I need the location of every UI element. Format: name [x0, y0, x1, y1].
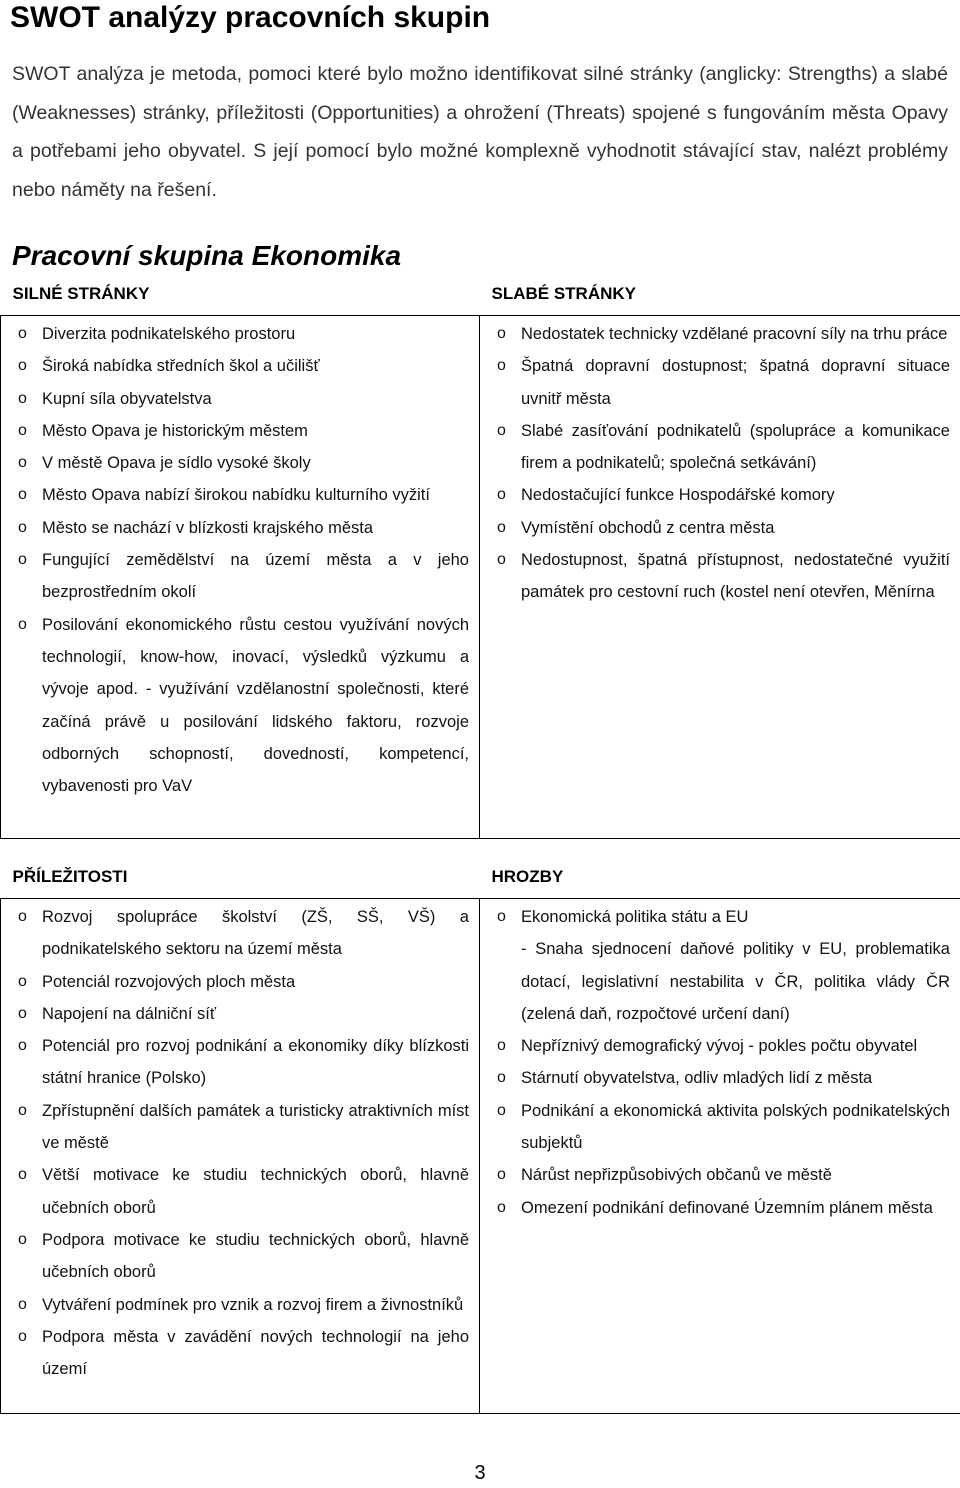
list-item: o Větší motivace ke studiu technických oborů, hlavně učebních oborů: [13, 1159, 469, 1224]
opportunities-cell: [1, 899, 480, 1414]
strengths-list: [13, 318, 469, 802]
list-item: o Kupní síla obyvatelstva: [13, 383, 469, 415]
list-item: o Nepříznivý demografický vývoj - pokles počtu obyvatel: [492, 1030, 950, 1062]
list-item: o Stárnutí obyvatelstva, odliv mladých lidí z města: [492, 1062, 950, 1094]
strengths-cell: [1, 316, 480, 839]
group-title: Pracovní skupina Ekonomika: [12, 240, 402, 271]
weaknesses-list: [492, 318, 950, 609]
list-item: o Diverzita podnikatelského prostoru: [13, 318, 469, 350]
weaknesses-heading: SLABÉ STRÁNKY: [491, 284, 637, 303]
list-item: o Město Opava je historickým městem: [13, 415, 469, 447]
list-item: o Rozvoj spolupráce školství (ZŠ, SŠ, VŠ) a podnikatelského sektoru na území města: [13, 901, 469, 966]
swot-table-strengths-weaknesses: [0, 284, 960, 839]
list-item: o Nárůst nepřizpůsobivých občanů ve městě: [492, 1159, 950, 1191]
list-item: o Potenciál pro rozvoj podnikání a ekonomiky díky blízkosti státní hranice (Polsko): [13, 1030, 469, 1095]
weaknesses-cell: [480, 316, 960, 839]
intro-paragraph: SWOT analýza je metoda, pomoci které bylo možno identifikovat silné stránky (anglicky: Strengths) a slabé (Weaknesses) stránky, příležitosti (Opportunities) a ohrožení (Threats) spojené s fungováním města Opavy a potřebami jeho obyvatel. S její pomocí bylo možné komplexně vyhodnotit stávající stav, nalézt problémy nebo náměty na řešení.: [12, 63, 948, 201]
list-item: o Vymístění obchodů z centra města: [492, 512, 950, 544]
threats-cell: [480, 899, 960, 1414]
threats-heading: HROZBY: [491, 867, 564, 886]
list-item: o V městě Opava je sídlo vysoké školy: [13, 447, 469, 479]
list-item: o Podpora motivace ke studiu technických oborů, hlavně učebních oborů: [13, 1224, 469, 1289]
page-title: SWOT analýzy pracovních skupin: [10, 1, 491, 34]
list-item: o Potenciál rozvojových ploch města: [13, 966, 469, 998]
list-item: o Podpora města v zavádění nových technologií na jeho území: [13, 1321, 469, 1386]
list-item: o Zpřístupnění dalších památek a turisticky atraktivních míst ve městě: [13, 1095, 469, 1160]
threats-list: [492, 901, 950, 1224]
list-item: o Omezení podnikání definované Územním plánem města: [492, 1192, 950, 1224]
list-item: o Napojení na dálniční síť: [13, 998, 469, 1030]
list-item: o Nedostatek technicky vzdělané pracovní síly na trhu práce: [492, 318, 950, 350]
list-item: o Podnikání a ekonomická aktivita polských podnikatelských subjektů: [492, 1095, 950, 1160]
strengths-heading: SILNÉ STRÁNKY: [12, 284, 150, 303]
list-item: o Město Opava nabízí širokou nabídku kulturního vyžití: [13, 479, 469, 511]
list-item: o Nedostačující funkce Hospodářské komory: [492, 479, 950, 511]
page-number: 3: [474, 1462, 486, 1484]
list-item: o Nedostupnost, špatná přístupnost, nedostatečné využití památek pro cestovní ruch (kostel není otevřen, Měnírna: [492, 544, 950, 609]
swot-table-opportunities-threats: [0, 867, 960, 1414]
list-item: o Fungující zemědělství na území města a v jeho bezprostředním okolí: [13, 544, 469, 609]
list-item: o Široká nabídka středních škol a učilišť: [13, 350, 469, 382]
opportunities-list: [13, 901, 469, 1385]
opportunities-heading: PŘÍLEŽITOSTI: [12, 867, 128, 886]
list-item: o Ekonomická politika státu a EU: [492, 901, 950, 933]
list-item: o Špatná dopravní dostupnost; špatná dopravní situace uvnitř města: [492, 350, 950, 415]
list-item: - Snaha sjednocení daňové politiky v EU, problematika dotací, legislativní nestabilita v ČR, politika vlády ČR (zelená daň, rozpočtové určení daní): [521, 940, 950, 1023]
list-item: o Slabé zasíťování podnikatelů (spolupráce a komunikace firem a podnikatelů; společná setkávání): [492, 415, 950, 480]
list-item: o Město se nachází v blízkosti krajského města: [13, 512, 469, 544]
list-item: o Posilování ekonomického růstu cestou využívání nových technologií, know-how, inovací, výsledků výzkumu a vývoje apod. - využívání vzdělanostní společnosti, které začíná právě u posilování lidského faktoru, rozvoje odborných schopností, dovedností, kompetencí, vybavenosti pro VaV: [13, 609, 469, 803]
list-item: o Vytváření podmínek pro vznik a rozvoj firem a živnostníků: [13, 1289, 469, 1321]
